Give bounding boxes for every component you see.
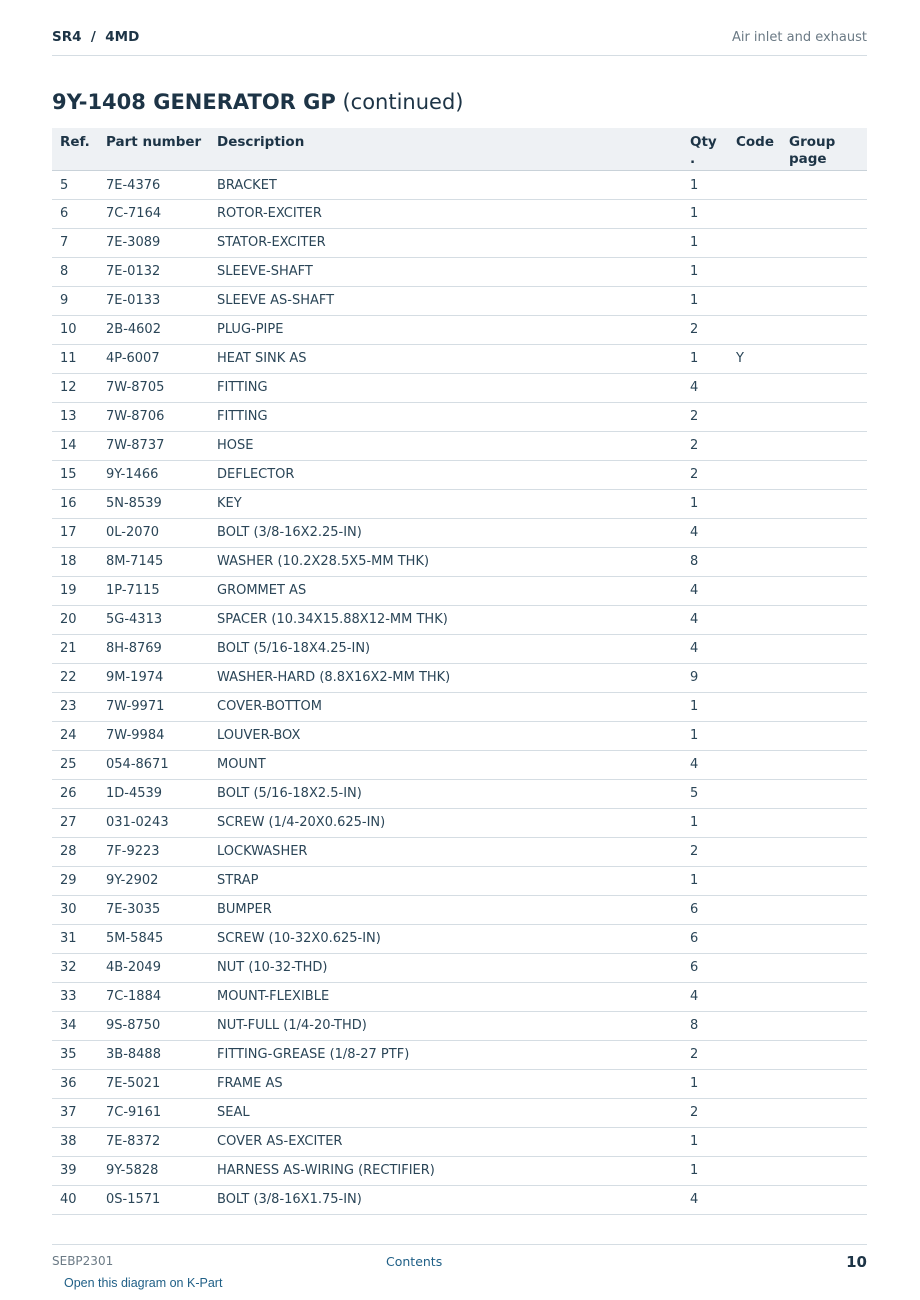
table-row bbox=[52, 663, 867, 692]
cell-part-number: 1D-4539 bbox=[98, 779, 209, 808]
cell-qty: 2 bbox=[682, 1040, 728, 1069]
cell-part-number: 4B-2049 bbox=[98, 953, 209, 982]
cell-description: BOLT (5/16-18X4.25-IN) bbox=[209, 634, 682, 663]
cell-part-number: 7E-5021 bbox=[98, 1069, 209, 1098]
cell-code bbox=[728, 808, 781, 837]
table-row bbox=[52, 315, 867, 344]
cell-part-number: 7F-9223 bbox=[98, 837, 209, 866]
cell-description: HOSE bbox=[209, 431, 682, 460]
page-title-suffix: (continued) bbox=[335, 90, 464, 114]
cell-qty: 2 bbox=[682, 402, 728, 431]
cell-ref: 5 bbox=[52, 170, 98, 199]
cell-code bbox=[728, 953, 781, 982]
cell-part-number: 7C-7164 bbox=[98, 199, 209, 228]
cell-qty: 8 bbox=[682, 547, 728, 576]
cell-group-page bbox=[781, 634, 867, 663]
cell-ref: 23 bbox=[52, 692, 98, 721]
cell-group-page bbox=[781, 199, 867, 228]
cell-description: BRACKET bbox=[209, 170, 682, 199]
cell-code bbox=[728, 315, 781, 344]
cell-description: MOUNT bbox=[209, 750, 682, 779]
table-row bbox=[52, 837, 867, 866]
table-row bbox=[52, 576, 867, 605]
table-row bbox=[52, 460, 867, 489]
cell-code bbox=[728, 779, 781, 808]
table-row bbox=[52, 1040, 867, 1069]
cell-qty: 8 bbox=[682, 1011, 728, 1040]
cell-qty: 1 bbox=[682, 1156, 728, 1185]
table-row bbox=[52, 1011, 867, 1040]
cell-description: LOCKWASHER bbox=[209, 837, 682, 866]
cell-description: WASHER-HARD (8.8X16X2-MM THK) bbox=[209, 663, 682, 692]
cell-group-page bbox=[781, 547, 867, 576]
table-row bbox=[52, 692, 867, 721]
cell-part-number: 7W-9971 bbox=[98, 692, 209, 721]
cell-part-number: 8M-7145 bbox=[98, 547, 209, 576]
cell-code bbox=[728, 634, 781, 663]
cell-ref: 30 bbox=[52, 895, 98, 924]
table-row bbox=[52, 721, 867, 750]
cell-code bbox=[728, 1127, 781, 1156]
cell-part-number: 7E-0132 bbox=[98, 257, 209, 286]
cell-group-page bbox=[781, 1127, 867, 1156]
table-row bbox=[52, 402, 867, 431]
cell-ref: 28 bbox=[52, 837, 98, 866]
column-header-code: Code bbox=[728, 128, 781, 170]
cell-description: STATOR-EXCITER bbox=[209, 228, 682, 257]
cell-ref: 40 bbox=[52, 1185, 98, 1214]
contents-link[interactable]: Contents bbox=[386, 1254, 443, 1269]
cell-group-page bbox=[781, 170, 867, 199]
cell-code bbox=[728, 866, 781, 895]
parts-table-body bbox=[52, 170, 867, 1214]
cell-group-page bbox=[781, 663, 867, 692]
cell-qty: 1 bbox=[682, 170, 728, 199]
cell-description: NUT (10-32-THD) bbox=[209, 953, 682, 982]
cell-qty: 4 bbox=[682, 982, 728, 1011]
cell-qty: 1 bbox=[682, 257, 728, 286]
cell-part-number: 5G-4313 bbox=[98, 605, 209, 634]
cell-ref: 15 bbox=[52, 460, 98, 489]
parts-table bbox=[52, 128, 867, 1215]
cell-group-page bbox=[781, 576, 867, 605]
cell-part-number: 2B-4602 bbox=[98, 315, 209, 344]
cell-ref: 19 bbox=[52, 576, 98, 605]
table-row bbox=[52, 257, 867, 286]
cell-description: SCREW (10-32X0.625-IN) bbox=[209, 924, 682, 953]
table-row bbox=[52, 1185, 867, 1214]
cell-group-page bbox=[781, 924, 867, 953]
table-row bbox=[52, 1127, 867, 1156]
page-header bbox=[52, 28, 867, 56]
cell-code bbox=[728, 605, 781, 634]
cell-qty: 4 bbox=[682, 750, 728, 779]
cell-code bbox=[728, 1069, 781, 1098]
table-row bbox=[52, 605, 867, 634]
table-row bbox=[52, 750, 867, 779]
cell-qty: 4 bbox=[682, 576, 728, 605]
cell-description: PLUG-PIPE bbox=[209, 315, 682, 344]
page-title bbox=[52, 90, 464, 114]
cell-part-number: 7E-4376 bbox=[98, 170, 209, 199]
cell-part-number: 7W-8705 bbox=[98, 373, 209, 402]
cell-group-page bbox=[781, 1156, 867, 1185]
cell-group-page bbox=[781, 895, 867, 924]
cell-ref: 27 bbox=[52, 808, 98, 837]
cell-description: FRAME AS bbox=[209, 1069, 682, 1098]
cell-description: SEAL bbox=[209, 1098, 682, 1127]
cell-ref: 11 bbox=[52, 344, 98, 373]
cell-ref: 25 bbox=[52, 750, 98, 779]
cell-code bbox=[728, 663, 781, 692]
cell-code bbox=[728, 170, 781, 199]
cell-part-number: 9M-1974 bbox=[98, 663, 209, 692]
cell-qty: 4 bbox=[682, 605, 728, 634]
column-header-ref: Ref. bbox=[52, 128, 98, 170]
cell-description: SCREW (1/4-20X0.625-IN) bbox=[209, 808, 682, 837]
cell-group-page bbox=[781, 518, 867, 547]
cell-ref: 6 bbox=[52, 199, 98, 228]
cell-ref: 33 bbox=[52, 982, 98, 1011]
table-row bbox=[52, 344, 867, 373]
cell-code bbox=[728, 750, 781, 779]
cell-code bbox=[728, 1011, 781, 1040]
cell-code bbox=[728, 460, 781, 489]
cell-code bbox=[728, 257, 781, 286]
cell-ref: 20 bbox=[52, 605, 98, 634]
cell-qty: 1 bbox=[682, 344, 728, 373]
table-row bbox=[52, 170, 867, 199]
cell-ref: 16 bbox=[52, 489, 98, 518]
cell-part-number: 1P-7115 bbox=[98, 576, 209, 605]
cell-description: WASHER (10.2X28.5X5-MM THK) bbox=[209, 547, 682, 576]
table-header-row bbox=[52, 128, 867, 170]
cell-qty: 5 bbox=[682, 779, 728, 808]
cell-group-page bbox=[781, 373, 867, 402]
cell-part-number: 7W-8706 bbox=[98, 402, 209, 431]
cell-description: LOUVER-BOX bbox=[209, 721, 682, 750]
cell-code bbox=[728, 837, 781, 866]
cell-part-number: 054-8671 bbox=[98, 750, 209, 779]
cell-group-page bbox=[781, 750, 867, 779]
cell-qty: 1 bbox=[682, 1127, 728, 1156]
cell-code bbox=[728, 373, 781, 402]
cell-ref: 9 bbox=[52, 286, 98, 315]
cell-qty: 4 bbox=[682, 1185, 728, 1214]
cell-part-number: 7E-3089 bbox=[98, 228, 209, 257]
cell-ref: 32 bbox=[52, 953, 98, 982]
cell-description: HARNESS AS-WIRING (RECTIFIER) bbox=[209, 1156, 682, 1185]
cell-group-page bbox=[781, 837, 867, 866]
page-number: 10 bbox=[846, 1253, 867, 1271]
cell-group-page bbox=[781, 1069, 867, 1098]
cell-qty: 1 bbox=[682, 692, 728, 721]
cell-description: ROTOR-EXCITER bbox=[209, 199, 682, 228]
cell-ref: 35 bbox=[52, 1040, 98, 1069]
cell-group-page bbox=[781, 228, 867, 257]
cell-qty: 4 bbox=[682, 518, 728, 547]
cell-code bbox=[728, 1156, 781, 1185]
cell-group-page bbox=[781, 315, 867, 344]
cell-qty: 1 bbox=[682, 286, 728, 315]
cell-code bbox=[728, 1185, 781, 1214]
cell-qty: 2 bbox=[682, 1098, 728, 1127]
cell-ref: 24 bbox=[52, 721, 98, 750]
table-row bbox=[52, 953, 867, 982]
cell-description: DEFLECTOR bbox=[209, 460, 682, 489]
cell-ref: 18 bbox=[52, 547, 98, 576]
cell-ref: 13 bbox=[52, 402, 98, 431]
cell-group-page bbox=[781, 1040, 867, 1069]
table-row bbox=[52, 1098, 867, 1127]
cell-group-page bbox=[781, 1185, 867, 1214]
cell-code bbox=[728, 228, 781, 257]
table-row bbox=[52, 808, 867, 837]
cell-description: BOLT (3/8-16X2.25-IN) bbox=[209, 518, 682, 547]
column-header-qty: Qty . bbox=[682, 128, 728, 170]
cell-ref: 37 bbox=[52, 1098, 98, 1127]
table-row bbox=[52, 866, 867, 895]
cell-description: KEY bbox=[209, 489, 682, 518]
cell-part-number: 7C-9161 bbox=[98, 1098, 209, 1127]
document-id: SEBP2301 bbox=[52, 1254, 114, 1268]
table-row bbox=[52, 1069, 867, 1098]
cell-qty: 1 bbox=[682, 866, 728, 895]
cell-description: MOUNT-FLEXIBLE bbox=[209, 982, 682, 1011]
breadcrumb: SR4 / 4MD bbox=[52, 29, 140, 45]
column-header-description: Description bbox=[209, 128, 682, 170]
cell-group-page bbox=[781, 431, 867, 460]
cell-group-page bbox=[781, 808, 867, 837]
cell-part-number: 7W-9984 bbox=[98, 721, 209, 750]
cell-qty: 4 bbox=[682, 373, 728, 402]
cell-qty: 4 bbox=[682, 634, 728, 663]
section-name: Air inlet and exhaust bbox=[731, 30, 867, 45]
cell-group-page bbox=[781, 605, 867, 634]
cell-ref: 22 bbox=[52, 663, 98, 692]
cell-code bbox=[728, 1098, 781, 1127]
column-header-part-number: Part number bbox=[98, 128, 209, 170]
cell-group-page bbox=[781, 982, 867, 1011]
cell-part-number: 8H-8769 bbox=[98, 634, 209, 663]
cell-qty: 6 bbox=[682, 953, 728, 982]
table-row bbox=[52, 199, 867, 228]
table-row bbox=[52, 982, 867, 1011]
cell-part-number: 3B-8488 bbox=[98, 1040, 209, 1069]
cell-part-number: 4P-6007 bbox=[98, 344, 209, 373]
page-title-main: 9Y-1408 GENERATOR GP bbox=[52, 90, 336, 114]
cell-ref: 12 bbox=[52, 373, 98, 402]
cell-qty: 9 bbox=[682, 663, 728, 692]
cell-qty: 1 bbox=[682, 489, 728, 518]
cell-description: STRAP bbox=[209, 866, 682, 895]
cell-qty: 2 bbox=[682, 837, 728, 866]
cell-ref: 26 bbox=[52, 779, 98, 808]
cell-description: HEAT SINK AS bbox=[209, 344, 682, 373]
cell-ref: 29 bbox=[52, 866, 98, 895]
cell-group-page bbox=[781, 257, 867, 286]
cell-description: SLEEVE-SHAFT bbox=[209, 257, 682, 286]
cell-code bbox=[728, 431, 781, 460]
cell-qty: 1 bbox=[682, 228, 728, 257]
cell-part-number: 9Y-2902 bbox=[98, 866, 209, 895]
cell-part-number: 0L-2070 bbox=[98, 518, 209, 547]
cell-ref: 8 bbox=[52, 257, 98, 286]
cell-qty: 6 bbox=[682, 895, 728, 924]
cell-ref: 39 bbox=[52, 1156, 98, 1185]
table-row bbox=[52, 373, 867, 402]
table-row bbox=[52, 895, 867, 924]
cell-qty: 2 bbox=[682, 460, 728, 489]
column-header-group-page: Group page bbox=[781, 128, 867, 170]
cell-qty: 6 bbox=[682, 924, 728, 953]
cell-code bbox=[728, 547, 781, 576]
cell-ref: 14 bbox=[52, 431, 98, 460]
cell-qty: 2 bbox=[682, 315, 728, 344]
open-on-kpart-link[interactable]: Open this diagram on K-Part bbox=[64, 1276, 223, 1290]
cell-group-page bbox=[781, 866, 867, 895]
cell-group-page bbox=[781, 779, 867, 808]
cell-part-number: 9Y-1466 bbox=[98, 460, 209, 489]
cell-code bbox=[728, 518, 781, 547]
cell-code bbox=[728, 286, 781, 315]
cell-part-number: 7C-1884 bbox=[98, 982, 209, 1011]
cell-code bbox=[728, 1040, 781, 1069]
cell-group-page bbox=[781, 1098, 867, 1127]
cell-code bbox=[728, 982, 781, 1011]
table-row bbox=[52, 489, 867, 518]
cell-group-page bbox=[781, 460, 867, 489]
cell-part-number: 9Y-5828 bbox=[98, 1156, 209, 1185]
cell-description: COVER-BOTTOM bbox=[209, 692, 682, 721]
cell-description: SLEEVE AS-SHAFT bbox=[209, 286, 682, 315]
cell-qty: 1 bbox=[682, 721, 728, 750]
cell-description: FITTING-GREASE (1/8-27 PTF) bbox=[209, 1040, 682, 1069]
cell-ref: 17 bbox=[52, 518, 98, 547]
cell-code: Y bbox=[728, 344, 781, 373]
cell-ref: 31 bbox=[52, 924, 98, 953]
cell-code bbox=[728, 402, 781, 431]
table-row bbox=[52, 518, 867, 547]
cell-part-number: 7E-3035 bbox=[98, 895, 209, 924]
cell-code bbox=[728, 721, 781, 750]
cell-group-page bbox=[781, 344, 867, 373]
cell-description: FITTING bbox=[209, 373, 682, 402]
cell-code bbox=[728, 199, 781, 228]
cell-ref: 36 bbox=[52, 1069, 98, 1098]
cell-part-number: 7W-8737 bbox=[98, 431, 209, 460]
cell-part-number: 5N-8539 bbox=[98, 489, 209, 518]
cell-description: BOLT (5/16-18X2.5-IN) bbox=[209, 779, 682, 808]
cell-qty: 1 bbox=[682, 808, 728, 837]
cell-group-page bbox=[781, 489, 867, 518]
cell-ref: 34 bbox=[52, 1011, 98, 1040]
cell-part-number: 7E-8372 bbox=[98, 1127, 209, 1156]
table-row bbox=[52, 924, 867, 953]
table-row bbox=[52, 286, 867, 315]
cell-code bbox=[728, 924, 781, 953]
cell-code bbox=[728, 576, 781, 605]
cell-group-page bbox=[781, 953, 867, 982]
cell-ref: 10 bbox=[52, 315, 98, 344]
cell-part-number: 0S-1571 bbox=[98, 1185, 209, 1214]
cell-code bbox=[728, 895, 781, 924]
cell-code bbox=[728, 489, 781, 518]
cell-description: BOLT (3/8-16X1.75-IN) bbox=[209, 1185, 682, 1214]
cell-ref: 21 bbox=[52, 634, 98, 663]
cell-description: NUT-FULL (1/4-20-THD) bbox=[209, 1011, 682, 1040]
table-row bbox=[52, 431, 867, 460]
cell-code bbox=[728, 692, 781, 721]
page-footer bbox=[52, 1244, 867, 1275]
cell-description: FITTING bbox=[209, 402, 682, 431]
table-row bbox=[52, 634, 867, 663]
cell-part-number: 7E-0133 bbox=[98, 286, 209, 315]
cell-part-number: 031-0243 bbox=[98, 808, 209, 837]
cell-ref: 38 bbox=[52, 1127, 98, 1156]
table-row bbox=[52, 547, 867, 576]
cell-group-page bbox=[781, 1011, 867, 1040]
cell-qty: 2 bbox=[682, 431, 728, 460]
cell-description: SPACER (10.34X15.88X12-MM THK) bbox=[209, 605, 682, 634]
cell-qty: 1 bbox=[682, 199, 728, 228]
cell-qty: 1 bbox=[682, 1069, 728, 1098]
table-row bbox=[52, 228, 867, 257]
cell-description: COVER AS-EXCITER bbox=[209, 1127, 682, 1156]
cell-group-page bbox=[781, 402, 867, 431]
table-row bbox=[52, 779, 867, 808]
cell-description: BUMPER bbox=[209, 895, 682, 924]
cell-group-page bbox=[781, 286, 867, 315]
cell-part-number: 9S-8750 bbox=[98, 1011, 209, 1040]
cell-group-page bbox=[781, 692, 867, 721]
cell-group-page bbox=[781, 721, 867, 750]
cell-ref: 7 bbox=[52, 228, 98, 257]
cell-description: GROMMET AS bbox=[209, 576, 682, 605]
table-row bbox=[52, 1156, 867, 1185]
cell-part-number: 5M-5845 bbox=[98, 924, 209, 953]
